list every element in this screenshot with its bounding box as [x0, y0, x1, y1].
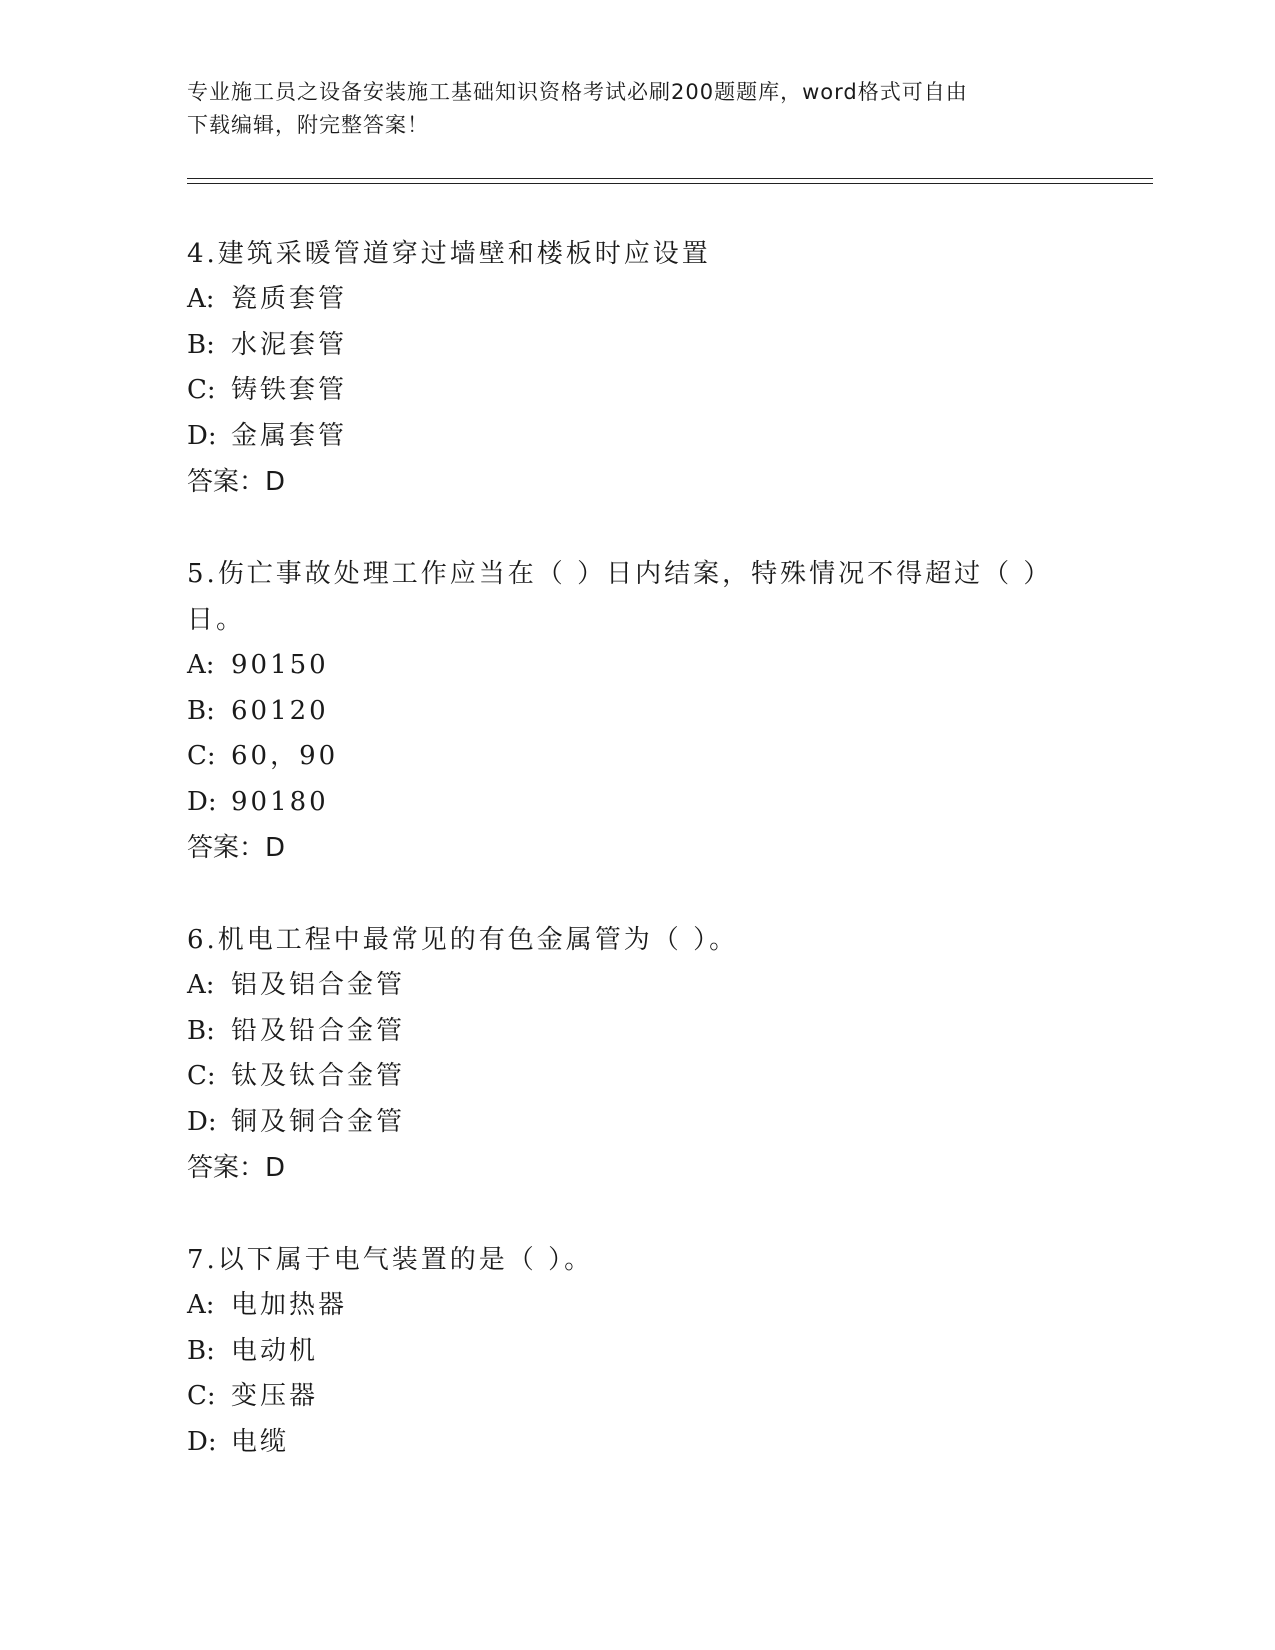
- option-text: 铝及铝合金管: [231, 970, 406, 1000]
- option-b: [187, 1009, 1087, 1055]
- question-4: [187, 231, 1087, 505]
- option-d: [187, 1100, 1087, 1146]
- option-letter: B:: [187, 329, 215, 360]
- option-a: [187, 277, 1087, 323]
- option-letter: C:: [187, 1061, 216, 1091]
- option-letter: B:: [187, 1335, 215, 1366]
- option-letter: D:: [187, 1426, 217, 1457]
- document-header: [187, 76, 1077, 142]
- question-text: 7.以下属于电气装置的是（ ）。: [187, 1245, 594, 1275]
- answer-line: 答案：D: [187, 833, 286, 863]
- option-letter: B:: [187, 695, 215, 726]
- option-text: 电动机: [231, 1335, 319, 1366]
- option-b: [187, 323, 1087, 369]
- option-letter: B:: [187, 1015, 215, 1046]
- option-d: [187, 1420, 1087, 1466]
- option-letter: A:: [187, 970, 215, 1000]
- header-line-1: 专业施工员之设备安装施工基础知识资格考试必刷200题题库，word格式可自由: [187, 80, 968, 104]
- question-5: [187, 551, 1087, 871]
- question-list: [187, 231, 1087, 1511]
- option-text: 铜及铜合金管: [231, 1106, 406, 1137]
- option-text: 铅及铅合金管: [231, 1015, 406, 1046]
- option-c: [187, 368, 1087, 414]
- question-7: [187, 1237, 1087, 1465]
- option-letter: A:: [187, 284, 215, 314]
- question-6: [187, 917, 1087, 1191]
- option-text: 60120: [231, 695, 329, 726]
- option-letter: A:: [187, 650, 215, 680]
- option-text: 钛及钛合金管: [231, 1061, 406, 1091]
- option-text: 电缆: [231, 1426, 290, 1457]
- option-letter: D:: [187, 420, 217, 451]
- option-c: [187, 1374, 1087, 1420]
- option-text: 水泥套管: [231, 329, 348, 360]
- option-text: 铸铁套管: [231, 375, 348, 405]
- option-text: 变压器: [231, 1381, 319, 1411]
- option-d: [187, 414, 1087, 460]
- option-a: [187, 643, 1087, 689]
- answer-line: 答案：D: [187, 1153, 286, 1183]
- option-letter: A:: [187, 1290, 215, 1320]
- header-divider-bottom: [187, 183, 1153, 184]
- option-letter: D:: [187, 786, 217, 817]
- option-text: 90180: [231, 786, 329, 817]
- question-text: 6.机电工程中最常见的有色金属管为（ ）。: [187, 925, 739, 955]
- option-text: 电加热器: [231, 1290, 348, 1320]
- option-d: [187, 780, 1087, 826]
- option-letter: C:: [187, 375, 216, 405]
- option-letter: C:: [187, 1381, 216, 1411]
- question-text: 4.建筑采暖管道穿过墙壁和楼板时应设置: [187, 239, 711, 269]
- option-c: [187, 734, 1087, 780]
- option-text: 60，90: [231, 741, 339, 771]
- option-letter: C:: [187, 741, 216, 771]
- option-text: 金属套管: [231, 420, 348, 451]
- option-letter: D:: [187, 1106, 217, 1137]
- answer-line: 答案：D: [187, 467, 286, 497]
- header-line-2: 下载编辑，附完整答案！: [187, 113, 429, 137]
- option-a: [187, 963, 1087, 1009]
- option-c: [187, 1054, 1087, 1100]
- option-text: 瓷质套管: [231, 284, 348, 314]
- header-divider-top: [187, 178, 1153, 179]
- option-text: 90150: [231, 650, 329, 680]
- option-a: [187, 1283, 1087, 1329]
- option-b: [187, 689, 1087, 735]
- question-text: 5.伤亡事故处理工作应当在（ ）日内结案，特殊情况不得超过（ ）日。: [187, 559, 1053, 635]
- option-b: [187, 1329, 1087, 1375]
